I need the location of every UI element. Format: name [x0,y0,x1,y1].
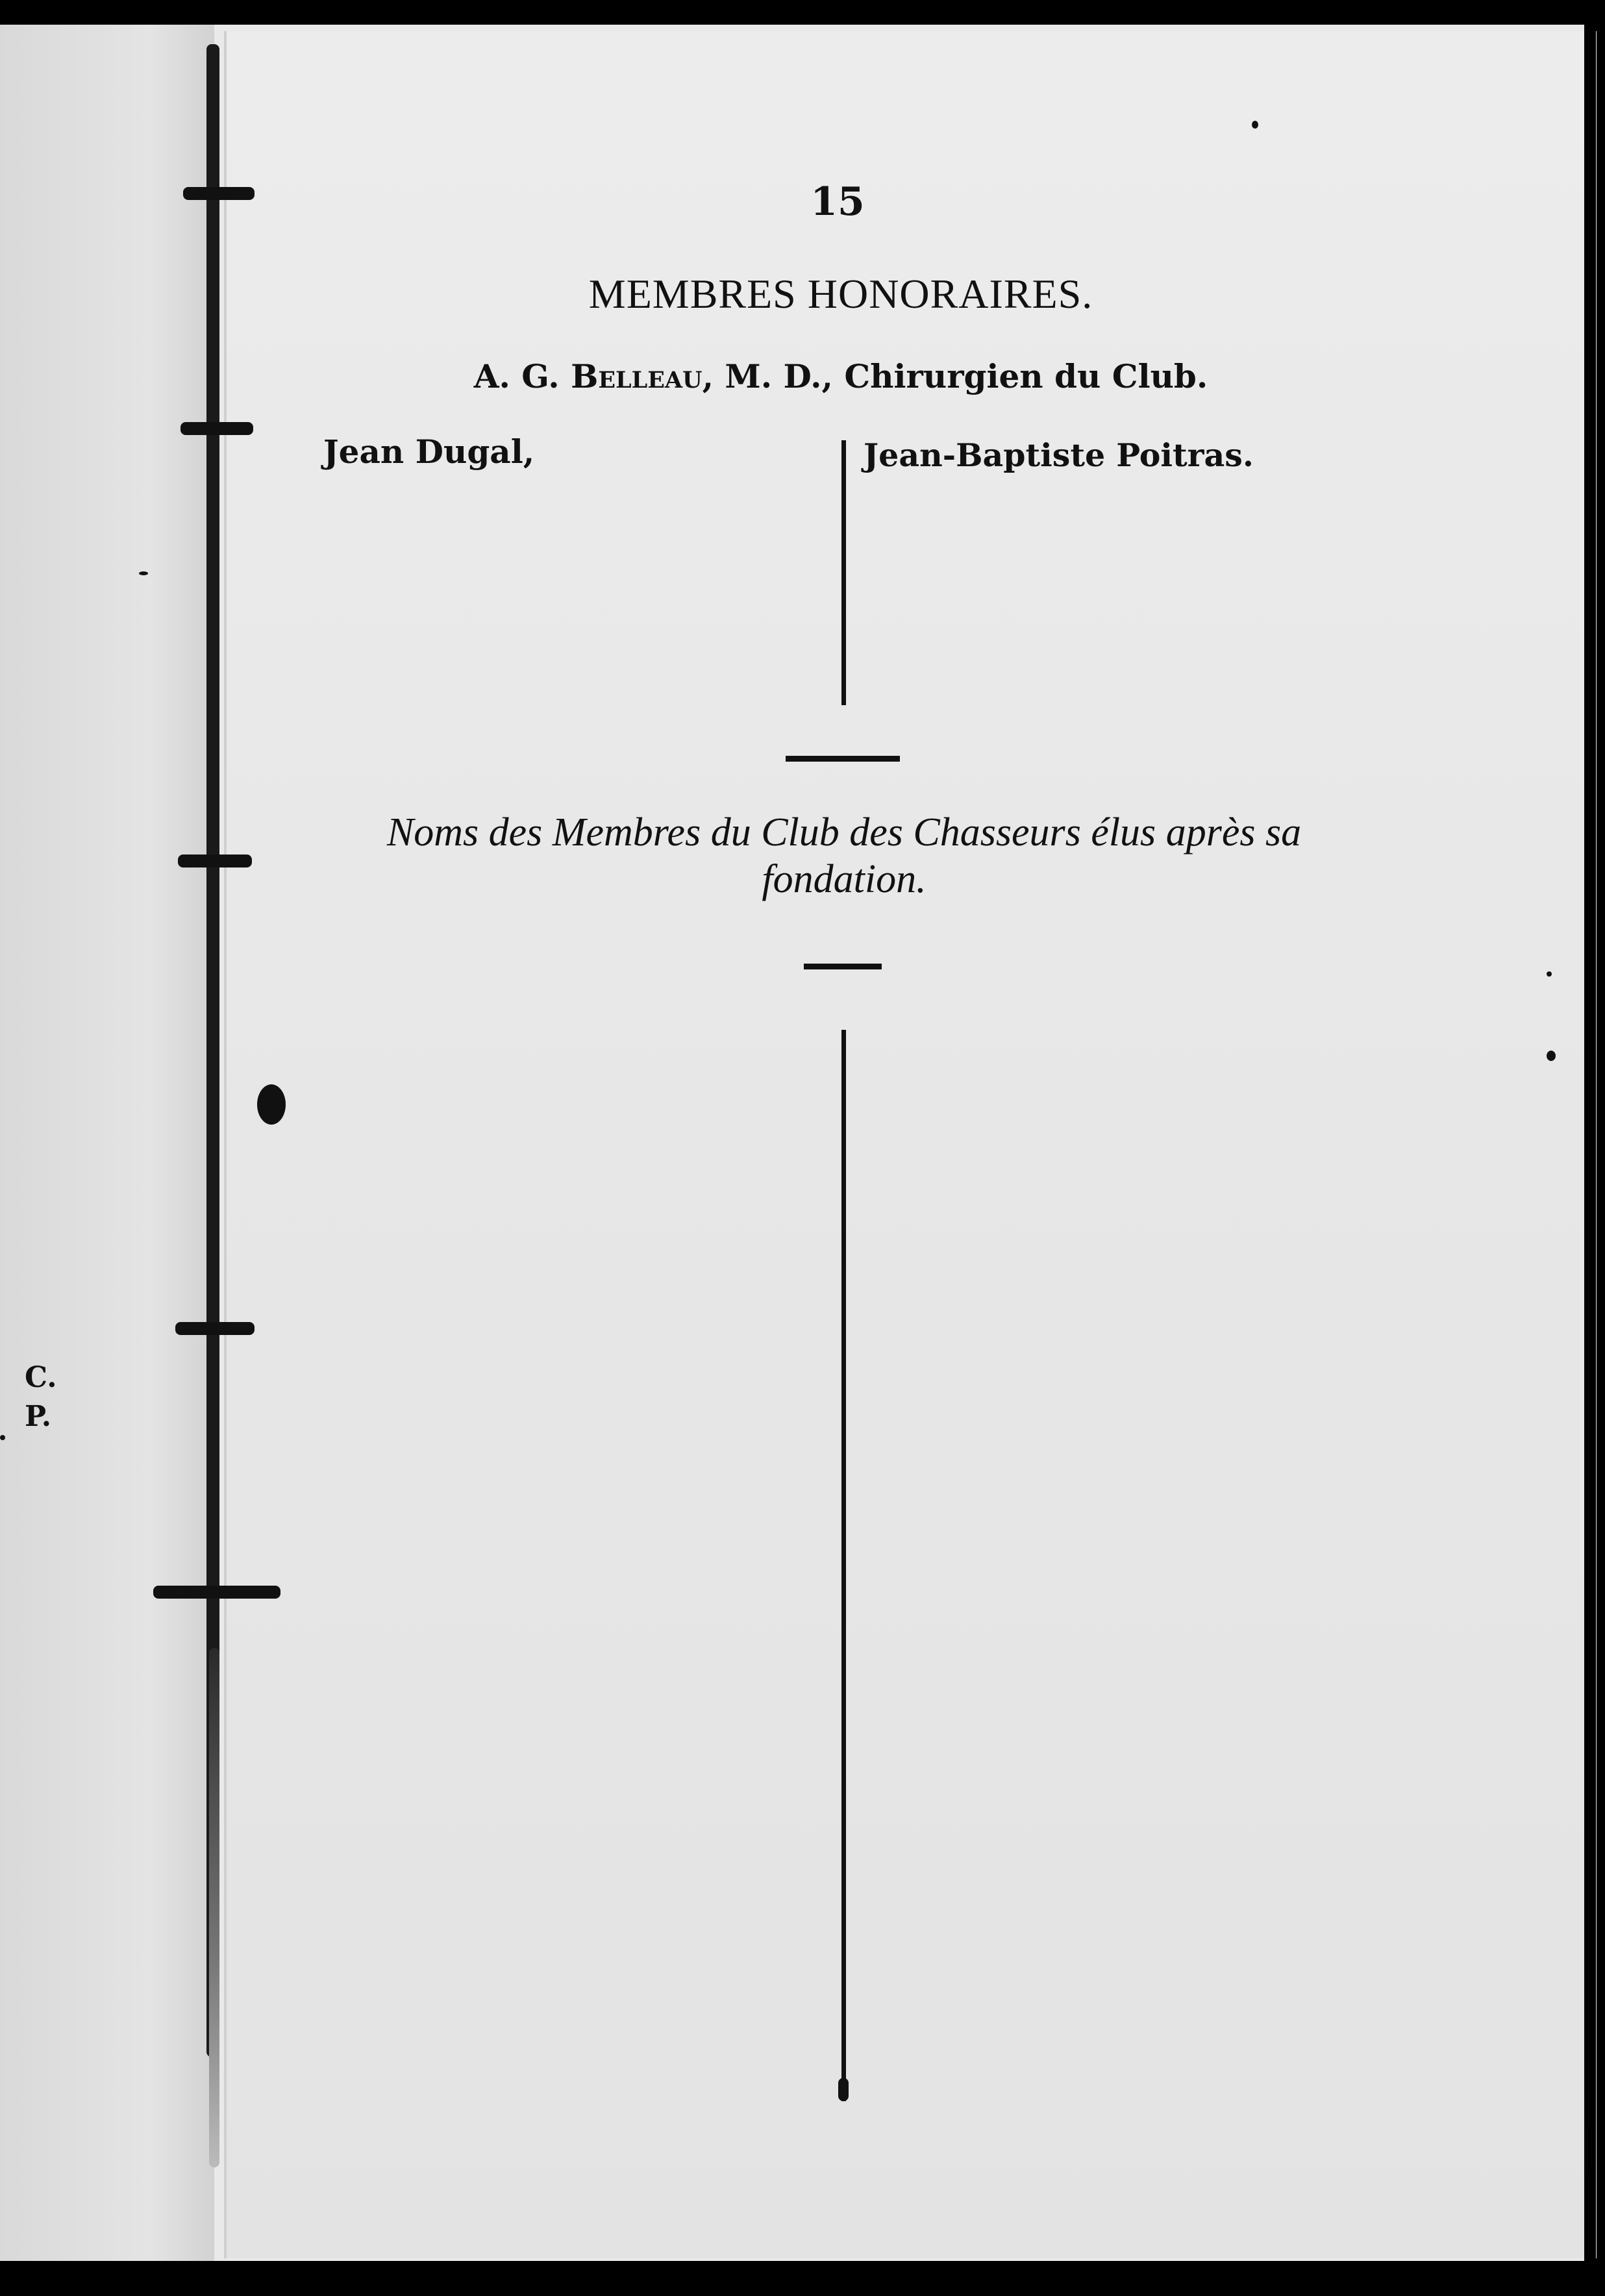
column-rule-end [838,2078,849,2101]
stitch [180,422,253,435]
speck [1547,971,1552,977]
surgeon-initials: A. G. [473,357,560,395]
page-number: 15 [810,179,865,225]
speck [139,571,148,575]
surgeon-title: , M. D., Chirurgien du Club. [702,357,1208,395]
margin-letter-c: C. [25,1361,57,1394]
speck [1547,1051,1556,1061]
column-rule-top [841,440,846,705]
stitch [178,855,252,867]
margin-letter-p: P. [25,1400,52,1433]
surgeon-surname: Belleau [571,357,703,395]
speck [1252,121,1258,129]
column-rule-bottom [841,1030,846,2101]
binding-spine-lower [209,1648,219,2167]
section-divider [804,964,882,969]
ink-blot [257,1084,286,1125]
section-divider [786,756,900,762]
scanned-spread [0,25,1596,2261]
member-name-left: Jean Dugal, [323,432,535,471]
member-name-right: Jean-Baptiste Poitras. [864,436,1254,474]
previous-page-edge [0,25,214,2261]
stitch [175,1322,255,1335]
section-title: MEMBRES HONORAIRES. [588,271,1093,317]
stitch [153,1586,280,1599]
stitch [183,187,255,200]
surgeon-line [467,357,1214,395]
scan-edge-right [1584,25,1596,2261]
scan-edge-bottom [0,2261,1605,2296]
speck [0,1435,5,1440]
subtitle: Noms des Membres du Club des Chasseurs élus après sa fondation. [386,810,1302,901]
